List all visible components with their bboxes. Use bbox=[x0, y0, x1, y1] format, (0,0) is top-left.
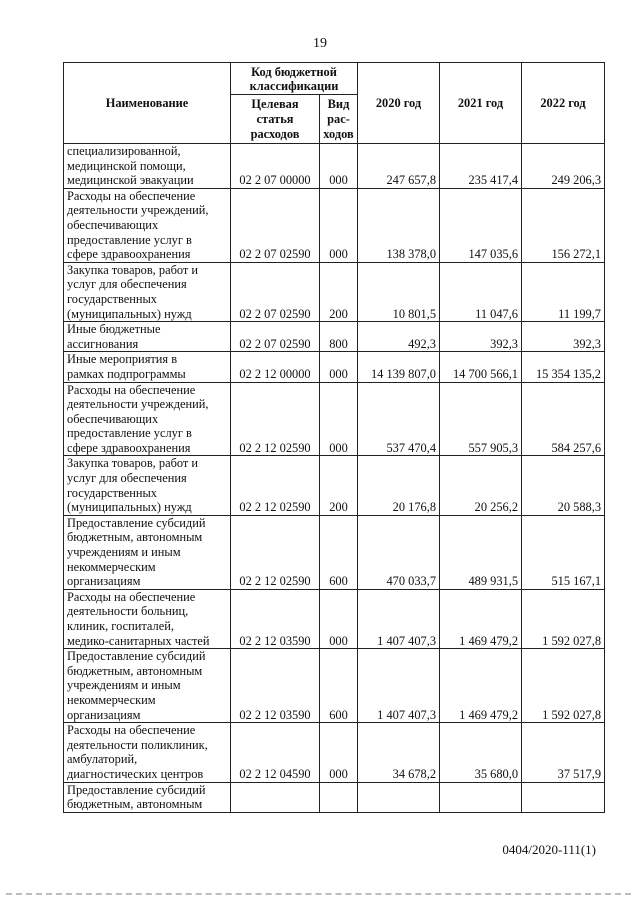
row-expense-type: 000 bbox=[320, 352, 358, 382]
row-value-2022: 1 592 027,8 bbox=[522, 589, 605, 648]
row-target-item: 02 2 07 02590 bbox=[231, 188, 320, 262]
row-value-2020: 470 033,7 bbox=[358, 515, 440, 589]
row-value-2021: 11 047,6 bbox=[440, 262, 522, 321]
row-value-2022: 156 272,1 bbox=[522, 188, 605, 262]
row-name-line: медицинской помощи, bbox=[67, 158, 186, 173]
row-name bbox=[64, 515, 231, 589]
row-value-2021 bbox=[440, 782, 522, 812]
row-name-line: специализированной, bbox=[67, 144, 181, 158]
row-target-item: 02 2 12 02590 bbox=[231, 456, 320, 515]
row-value-2020: 537 470,4 bbox=[358, 382, 440, 456]
row-value-2021: 1 469 479,2 bbox=[440, 649, 522, 723]
table-row bbox=[64, 382, 605, 456]
table-body bbox=[64, 144, 605, 813]
header-expense-type: Вид рас- ходов bbox=[320, 95, 358, 144]
budget-table bbox=[63, 62, 605, 813]
row-target-item: 02 2 12 04590 bbox=[231, 723, 320, 782]
row-value-2021: 557 905,3 bbox=[440, 382, 522, 456]
row-value-2021: 489 931,5 bbox=[440, 515, 522, 589]
table-row bbox=[64, 723, 605, 782]
row-name-line: обеспечивающих bbox=[67, 217, 159, 232]
row-value-2022: 515 167,1 bbox=[522, 515, 605, 589]
row-name bbox=[64, 352, 231, 382]
row-value-2022: 249 206,3 bbox=[522, 144, 605, 189]
row-name-line: организациям bbox=[67, 574, 141, 589]
row-name-line: деятельности поликлиник, bbox=[67, 737, 208, 752]
table-row bbox=[64, 456, 605, 515]
row-value-2020: 34 678,2 bbox=[358, 723, 440, 782]
row-name-line: деятельности учреждений, bbox=[67, 203, 209, 218]
row-name-line: рамках подпрограммы bbox=[67, 366, 186, 381]
header-year-2021: 2021 год bbox=[440, 63, 522, 144]
row-name bbox=[64, 782, 231, 812]
row-name-line: Расходы на обеспечение bbox=[67, 723, 196, 738]
row-value-2022: 20 588,3 bbox=[522, 456, 605, 515]
header-budget-code-group: Код бюджетной классификации bbox=[231, 63, 358, 95]
row-value-2022 bbox=[522, 782, 605, 812]
row-value-2020: 10 801,5 bbox=[358, 262, 440, 321]
row-value-2021: 1 469 479,2 bbox=[440, 589, 522, 648]
row-name-line: учреждениям и иным bbox=[67, 678, 181, 693]
row-target-item: 02 2 12 02590 bbox=[231, 515, 320, 589]
row-target-item: 02 2 07 00000 bbox=[231, 144, 320, 189]
row-expense-type: 000 bbox=[320, 188, 358, 262]
row-name-line: услуг для обеспечения bbox=[67, 277, 187, 292]
row-name-line: Расходы на обеспечение bbox=[67, 188, 196, 203]
row-name bbox=[64, 456, 231, 515]
row-name-line: Закупка товаров, работ и bbox=[67, 456, 199, 471]
row-name-line: услуг для обеспечения bbox=[67, 471, 187, 486]
header-year-2022: 2022 год bbox=[522, 63, 605, 144]
row-target-item: 02 2 07 02590 bbox=[231, 322, 320, 352]
row-name-line: сфере здравоохранения bbox=[67, 440, 191, 455]
row-name-line: учреждениям и иным bbox=[67, 545, 181, 560]
row-expense-type: 200 bbox=[320, 262, 358, 321]
row-name-line: медико-санитарных частей bbox=[67, 633, 210, 648]
row-name-line: Расходы на обеспечение bbox=[67, 589, 196, 604]
row-value-2021: 392,3 bbox=[440, 322, 522, 352]
row-value-2020 bbox=[358, 782, 440, 812]
row-value-2021: 35 680,0 bbox=[440, 723, 522, 782]
row-value-2022: 37 517,9 bbox=[522, 723, 605, 782]
header-row-top bbox=[64, 63, 605, 95]
row-expense-type: 800 bbox=[320, 322, 358, 352]
row-value-2020: 492,3 bbox=[358, 322, 440, 352]
row-expense-type: 600 bbox=[320, 515, 358, 589]
row-name-line: клиник, госпиталей, bbox=[67, 619, 174, 633]
row-name-line: бюджетным, автономным bbox=[67, 530, 203, 545]
row-name bbox=[64, 144, 231, 189]
row-name bbox=[64, 188, 231, 262]
document-code: 0404/2020-111(1) bbox=[502, 842, 596, 857]
row-name-line: Закупка товаров, работ и bbox=[67, 262, 199, 277]
row-name-line: ассигнования bbox=[67, 336, 139, 351]
row-value-2021: 20 256,2 bbox=[440, 456, 522, 515]
table-row bbox=[64, 515, 605, 589]
row-expense-type: 200 bbox=[320, 456, 358, 515]
row-name-line: некоммерческим bbox=[67, 559, 156, 574]
row-expense-type: 000 bbox=[320, 589, 358, 648]
row-value-2022: 1 592 027,8 bbox=[522, 649, 605, 723]
page-number: 19 bbox=[313, 36, 327, 51]
row-value-2020: 247 657,8 bbox=[358, 144, 440, 189]
row-value-2022: 392,3 bbox=[522, 322, 605, 352]
row-name-line: Предоставление субсидий bbox=[67, 649, 206, 664]
row-name-line: предоставление услуг в bbox=[67, 232, 192, 247]
header-name: Наименование bbox=[64, 63, 231, 144]
row-name-line: Предоставление субсидий bbox=[67, 782, 206, 797]
row-name bbox=[64, 649, 231, 723]
row-target-item: 02 2 12 03590 bbox=[231, 589, 320, 648]
row-name-line: Предоставление субсидий bbox=[67, 515, 206, 530]
table-row bbox=[64, 322, 605, 352]
row-value-2022: 15 354 135,2 bbox=[522, 352, 605, 382]
row-value-2021: 147 035,6 bbox=[440, 188, 522, 262]
table-row bbox=[64, 144, 605, 189]
row-name-line: обеспечивающих bbox=[67, 411, 159, 426]
row-value-2022: 11 199,7 bbox=[522, 262, 605, 321]
header-target-item: Целевая статья расходов bbox=[231, 95, 320, 144]
row-name bbox=[64, 262, 231, 321]
row-name-line: Расходы на обеспечение bbox=[67, 382, 196, 397]
row-name-line: (муниципальных) нужд bbox=[67, 500, 192, 515]
row-value-2021: 14 700 566,1 bbox=[440, 352, 522, 382]
table-row bbox=[64, 649, 605, 723]
row-expense-type: 600 bbox=[320, 649, 358, 723]
row-name-line: государственных bbox=[67, 485, 158, 500]
row-expense-type: 000 bbox=[320, 382, 358, 456]
row-name-line: сфере здравоохранения bbox=[67, 247, 191, 262]
row-expense-type: 000 bbox=[320, 723, 358, 782]
table-row bbox=[64, 262, 605, 321]
row-name-line: организациям bbox=[67, 707, 141, 722]
row-name-line: Иные бюджетные bbox=[67, 322, 161, 337]
row-value-2022: 584 257,6 bbox=[522, 382, 605, 456]
row-value-2020: 138 378,0 bbox=[358, 188, 440, 262]
row-value-2020: 1 407 407,3 bbox=[358, 589, 440, 648]
header-year-2020: 2020 год bbox=[358, 63, 440, 144]
table-row bbox=[64, 782, 605, 812]
scan-edge-noise bbox=[6, 893, 631, 897]
row-value-2021: 235 417,4 bbox=[440, 144, 522, 189]
row-name-line: деятельности учреждений, bbox=[67, 397, 209, 412]
row-target-item: 02 2 12 03590 bbox=[231, 649, 320, 723]
row-name-line: Иные мероприятия в bbox=[67, 352, 178, 367]
row-target-item: 02 2 07 02590 bbox=[231, 262, 320, 321]
row-value-2020: 14 139 807,0 bbox=[358, 352, 440, 382]
row-expense-type: 000 bbox=[320, 144, 358, 189]
row-name-line: медицинской эвакуации bbox=[67, 173, 194, 188]
row-value-2020: 1 407 407,3 bbox=[358, 649, 440, 723]
row-name-line: государственных bbox=[67, 291, 158, 306]
table-row bbox=[64, 352, 605, 382]
row-target-item: 02 2 12 02590 bbox=[231, 382, 320, 456]
row-name-line: некоммерческим bbox=[67, 692, 156, 707]
table-row bbox=[64, 188, 605, 262]
row-name-line: предоставление услуг в bbox=[67, 426, 192, 441]
row-name-line: амбулаторий, bbox=[67, 752, 138, 767]
row-name-line: бюджетным, автономным bbox=[67, 663, 203, 678]
row-name bbox=[64, 723, 231, 782]
row-name bbox=[64, 382, 231, 456]
row-name-line: бюджетным, автономным bbox=[67, 797, 203, 812]
row-name bbox=[64, 322, 231, 352]
row-name-line: (муниципальных) нужд bbox=[67, 306, 192, 321]
table-row bbox=[64, 589, 605, 648]
row-target-item bbox=[231, 782, 320, 812]
row-name-line: диагностических центров bbox=[67, 766, 204, 781]
row-value-2020: 20 176,8 bbox=[358, 456, 440, 515]
row-name bbox=[64, 589, 231, 648]
row-name-line: деятельности больниц, bbox=[67, 604, 189, 619]
row-expense-type bbox=[320, 782, 358, 812]
row-target-item: 02 2 12 00000 bbox=[231, 352, 320, 382]
